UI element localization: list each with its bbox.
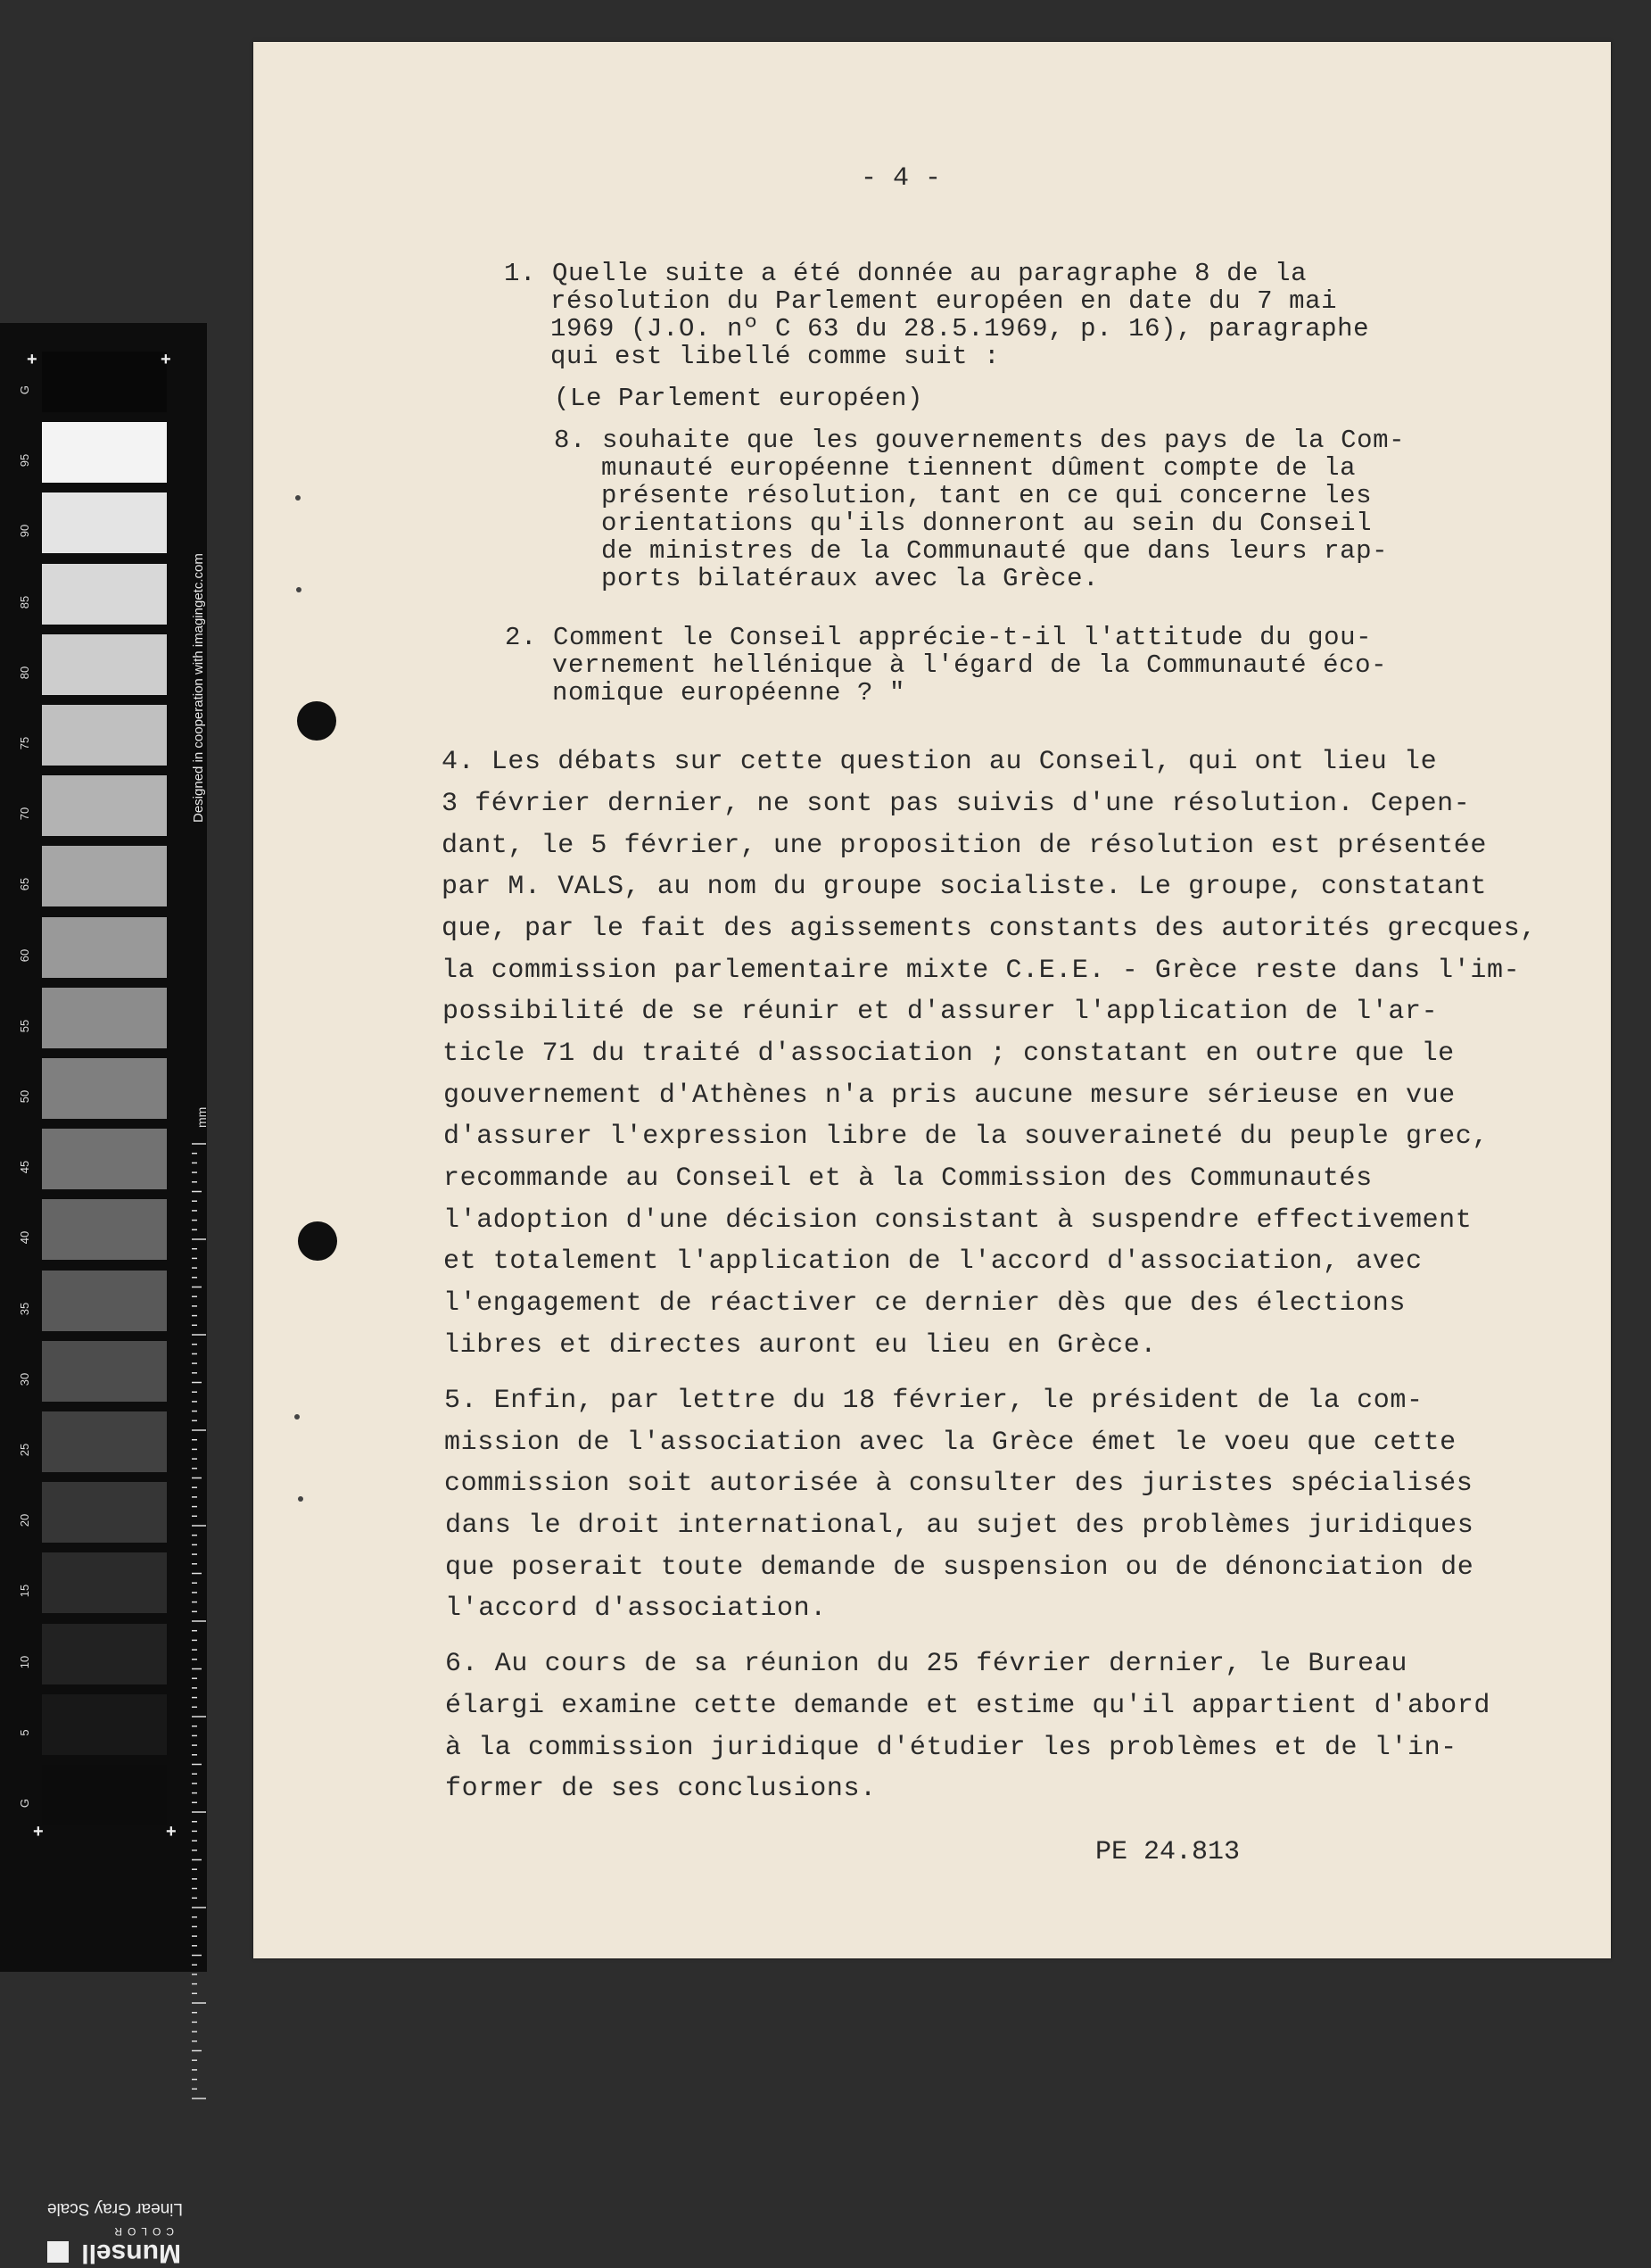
- text-line-p4e: que, par le fait des agissements constants des autorités grecques,: [442, 914, 1537, 944]
- gray-label: 45: [18, 1160, 31, 1174]
- text-line-q1a: 1. Quelle suite a été donnée au paragraphe 8 de la: [504, 259, 1308, 288]
- gray-label: 80: [18, 666, 31, 680]
- text-line-q1d: qui est libellé comme suit :: [550, 342, 1001, 371]
- text-line-q1e: (Le Parlement européen): [554, 384, 924, 413]
- paper-speck: [295, 495, 301, 501]
- text-line-p4k: recommande au Conseil et à la Commission des Communautés: [443, 1163, 1373, 1194]
- registration-mark: +: [161, 350, 171, 369]
- brand-name: Munsell: [81, 2239, 181, 2268]
- page-number: - 4 -: [861, 163, 942, 194]
- gray-label: 75: [18, 736, 31, 750]
- gray-patch: [42, 846, 167, 906]
- text-line-p6d: former de ses conclusions.: [445, 1774, 877, 1804]
- text-line-p4n: l'engagement de réactiver ce dernier dès que des élections: [443, 1288, 1406, 1319]
- gray-patch: [42, 1129, 167, 1189]
- text-line-p6c: à la commission juridique d'étudier les problèmes et de l'in-: [445, 1733, 1457, 1763]
- text-line-p6b: élargi examine cette demande et estime qu'il appartient d'abord: [445, 1691, 1490, 1721]
- text-line-p5b: mission de l'association avec la Grèce émet le voeu que cette: [444, 1428, 1457, 1458]
- text-line-p4d: par M. VALS, au nom du groupe socialiste. Le groupe, constatant: [442, 872, 1487, 902]
- gray-patch: [42, 1552, 167, 1613]
- text-line-q8d: orientations qu'ils donneront au sein du Conseil: [601, 509, 1373, 538]
- text-line-p4c: dant, le 5 février, une proposition de résolution est présentée: [442, 831, 1487, 861]
- text-line-p4l: l'adoption d'une décision consistant à suspendre effectivement: [443, 1205, 1473, 1236]
- text-line-q8f: ports bilatéraux avec la Grèce.: [601, 564, 1100, 593]
- text-line-p5f: l'accord d'association.: [445, 1593, 827, 1624]
- gray-patch: [42, 1341, 167, 1402]
- gray-scale-card: [0, 323, 209, 2268]
- registration-mark: +: [27, 350, 37, 369]
- gray-patch: [42, 1199, 167, 1260]
- registration-mark: +: [33, 1822, 44, 1842]
- text-line-p5e: que poserait toute demande de suspension ou de dénonciation de: [445, 1552, 1474, 1583]
- gray-patch: [42, 352, 167, 412]
- punch-hole: [298, 1221, 337, 1261]
- text-line-q2c: nomique européenne ? ": [552, 678, 906, 708]
- gray-patch: [42, 705, 167, 766]
- gray-patch: [42, 988, 167, 1048]
- gray-label: 85: [18, 595, 31, 608]
- gray-label: 15: [18, 1585, 31, 1598]
- gray-patch: [42, 564, 167, 625]
- gray-patch: [42, 422, 167, 483]
- munsell-logo-icon: [47, 2241, 69, 2263]
- gray-label: 60: [18, 948, 31, 962]
- gray-label: 25: [18, 1443, 31, 1457]
- text-line-q2a: 2. Comment le Conseil apprécie-t-il l'attitude du gou-: [505, 623, 1373, 652]
- text-line-p4i: gouvernement d'Athènes n'a pris aucune mesure sérieuse en vue: [443, 1080, 1456, 1111]
- gray-patch: [42, 493, 167, 553]
- gray-label: 35: [18, 1302, 31, 1315]
- gray-label: 40: [18, 1231, 31, 1245]
- gray-patch: [42, 1271, 167, 1331]
- gray-label: 5: [18, 1729, 31, 1736]
- gray-label: G: [18, 1798, 31, 1809]
- text-line-p4o: libres et directes auront eu lieu en Grèce.: [443, 1330, 1157, 1361]
- text-line-p4b: 3 février dernier, ne sont pas suivis d'une résolution. Cepen-: [442, 789, 1471, 819]
- gray-label: 50: [18, 1089, 31, 1104]
- gray-patch: [42, 1058, 167, 1119]
- gray-label: 55: [18, 1019, 31, 1033]
- gray-patch: [42, 1694, 167, 1755]
- document-reference: PE 24.813: [1095, 1837, 1241, 1867]
- product-name: Linear Gray Scale: [46, 2199, 183, 2218]
- gray-label: 65: [18, 878, 31, 891]
- gray-patch: [42, 1411, 167, 1472]
- gray-label: 30: [18, 1372, 31, 1386]
- ruler-unit: mm: [194, 1106, 209, 1128]
- text-line-p4j: d'assurer l'expression libre de la souveraineté du peuple grec,: [443, 1122, 1489, 1152]
- munsell-brand: [46, 2197, 183, 2268]
- gray-patch: [42, 917, 167, 978]
- gray-label: 95: [18, 453, 31, 468]
- gray-label: 70: [18, 807, 31, 821]
- gray-label: 10: [18, 1655, 31, 1668]
- text-line-p4m: et totalement l'application de l'accord d'association, avec: [443, 1246, 1423, 1277]
- text-line-p4f: la commission parlementaire mixte C.E.E. - Grèce reste dans l'im-: [442, 956, 1521, 986]
- gray-label: 20: [18, 1513, 31, 1527]
- text-line-p4a: 4. Les débats sur cette question au Conseil, qui ont lieu le: [442, 747, 1438, 777]
- brand-sub: COLOR: [109, 2225, 174, 2238]
- text-line-q1b: résolution du Parlement européen en date du 7 mai: [550, 286, 1338, 316]
- text-line-q8a: 8. souhaite que les gouvernements des pays de la Com-: [554, 426, 1406, 455]
- registration-mark: +: [166, 1822, 177, 1842]
- gray-patch: [42, 775, 167, 836]
- paper-speck: [298, 1496, 303, 1502]
- text-line-p4h: ticle 71 du traité d'association ; constatant en outre que le: [442, 1039, 1455, 1069]
- text-line-q8c: présente résolution, tant en ce qui concerne les: [601, 481, 1373, 510]
- paper-speck: [294, 1414, 300, 1420]
- text-line-p5a: 5. Enfin, par lettre du 18 février, le président de la com-: [444, 1386, 1424, 1416]
- text-line-q2b: vernement hellénique à l'égard de la Communauté éco-: [552, 650, 1388, 680]
- gray-label: G: [18, 385, 31, 395]
- gray-patch: [42, 1624, 167, 1684]
- text-line-q8b: munauté européenne tiennent dûment compte de la: [601, 453, 1357, 483]
- credit-text: Designed in cooperation with imagingetc.com: [191, 553, 206, 823]
- text-line-p5d: dans le droit international, au sujet des problèmes juridiques: [445, 1511, 1474, 1541]
- gray-patch: [42, 1765, 167, 1825]
- gray-patch: [42, 1482, 167, 1543]
- gray-patch: [42, 634, 167, 695]
- text-line-p6a: 6. Au cours de sa réunion du 25 février dernier, le Bureau: [445, 1649, 1407, 1679]
- text-line-q1c: 1969 (J.O. nº C 63 du 28.5.1969, p. 16), paragraphe: [550, 314, 1370, 344]
- text-line-p4g: possibilité de se réunir et d'assurer l'application de l'ar-: [442, 997, 1439, 1027]
- text-line-p5c: commission soit autorisée à consulter des juristes spécialisés: [444, 1469, 1474, 1499]
- gray-label: 90: [18, 525, 31, 538]
- text-line-q8e: de ministres de la Communauté que dans leurs rap-: [601, 536, 1389, 566]
- mm-ruler: [192, 1142, 210, 2106]
- punch-hole: [297, 701, 336, 741]
- paper-speck: [296, 587, 301, 592]
